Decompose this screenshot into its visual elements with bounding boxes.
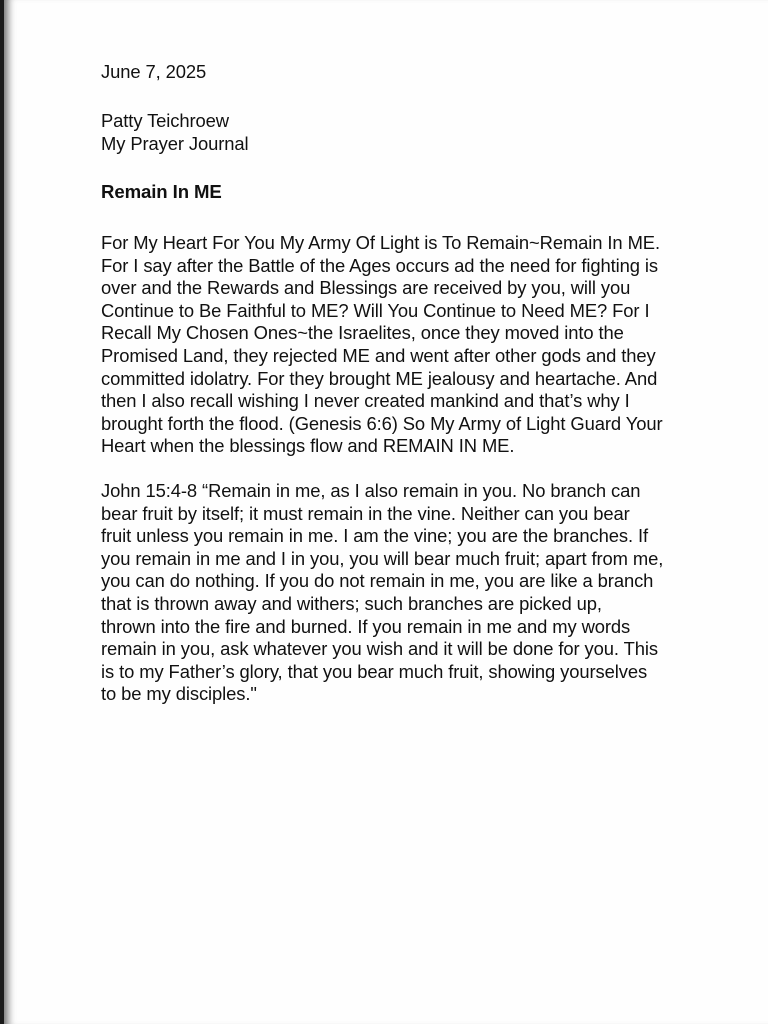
scripture-line: you remain in me and I in you, you will bear much fruit; apart from me,	[101, 547, 664, 569]
scripture-line: John 15:4-8 “Remain in me, as I also remain in you. No branch can	[101, 479, 641, 501]
body-line: committed idolatry. For they brought ME jealousy and heartache. And	[101, 367, 658, 389]
document-content	[101, 60, 749, 706]
document-heading: Remain In ME	[101, 181, 222, 202]
scripture-line: you can do nothing. If you do not remain in me, you are like a branch	[101, 570, 654, 592]
body-line: Recall My Chosen Ones~the Israelites, once they moved into the	[101, 322, 624, 344]
body-paragraph	[101, 232, 749, 458]
body-line: For My Heart For You My Army Of Light is To Remain~Remain In ME.	[101, 232, 660, 253]
body-line: then I also recall wishing I never created mankind and that’s why I	[101, 390, 630, 412]
scripture-line: to be my disciples."	[101, 683, 257, 705]
body-line: For I say after the Battle of the Ages occurs ad the need for fighting is	[101, 254, 659, 276]
scripture-line: fruit unless you remain in me. I am the vine; you are the branches. If	[101, 525, 649, 547]
body-line: Heart when the blessings flow and REMAIN IN ME.	[101, 435, 515, 457]
scripture-line: remain in you, ask whatever you wish and it will be done for you. This	[101, 638, 658, 660]
body-line: Promised Land, they rejected ME and went after other gods and they	[101, 344, 656, 366]
body-line: brought forth the flood. (Genesis 6:6) So My Army of Light Guard Your	[101, 412, 663, 434]
journal-title: My Prayer Journal	[101, 133, 249, 154]
body-line: over and the Rewards and Blessings are received by you, will you	[101, 277, 631, 299]
scripture-line: thrown into the fire and burned. If you remain in me and my words	[101, 615, 631, 637]
scripture-line: is to my Father’s glory, that you bear much fruit, showing yourselves	[101, 660, 648, 682]
document-date: June 7, 2025	[101, 61, 207, 82]
scripture-line: that is thrown away and withers; such branches are picked up,	[101, 592, 602, 614]
author-block	[101, 109, 749, 155]
body-line: Continue to Be Faithful to ME? Will You Continue to Need ME? For I	[101, 299, 650, 321]
document-page	[4, 0, 768, 1024]
scripture-paragraph	[101, 480, 749, 706]
author-name: Patty Teichroew	[101, 110, 229, 131]
scripture-line: bear fruit by itself; it must remain in the vine. Neither can you bear	[101, 502, 630, 524]
